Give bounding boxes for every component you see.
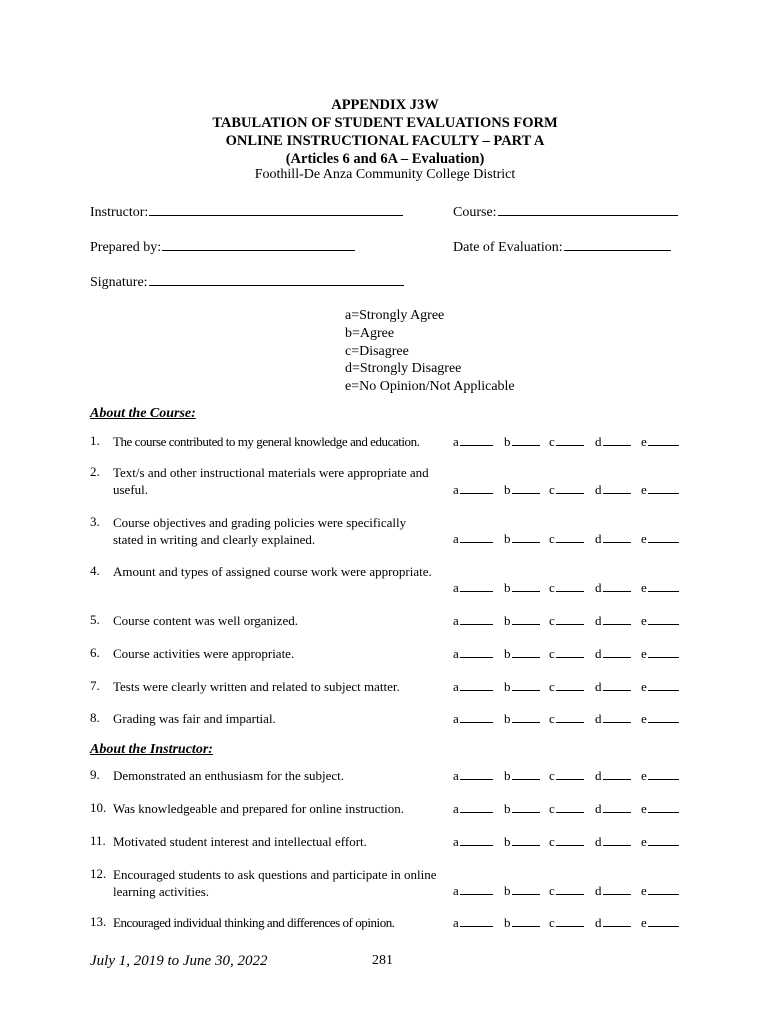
option-a-blank[interactable]: a: [453, 883, 493, 899]
question-text: Course activities were appropriate.: [113, 646, 295, 661]
legend-b: b=Agree: [345, 326, 395, 341]
option-c-blank[interactable]: c: [549, 883, 584, 899]
option-b-blank[interactable]: b: [504, 434, 540, 450]
articles-reference: (Articles 6 and 6A – Evaluation): [285, 151, 485, 167]
question-text: Was knowledgeable and prepared for online instruction.: [113, 801, 404, 816]
option-e-blank[interactable]: e: [641, 711, 679, 727]
answer-options: [453, 613, 683, 627]
question-text: Demonstrated an enthusiasm for the subject.: [113, 768, 345, 783]
option-c-blank[interactable]: c: [549, 646, 584, 662]
option-e-blank[interactable]: e: [641, 801, 679, 817]
option-a-blank[interactable]: a: [453, 915, 493, 931]
answer-options: [453, 915, 683, 929]
question-text: Course content was well organized.: [113, 613, 298, 628]
course-field[interactable]: [453, 202, 678, 221]
option-c-blank[interactable]: c: [549, 768, 584, 784]
form-subtitle: ONLINE INSTRUCTIONAL FACULTY – PART A: [225, 133, 545, 149]
option-b-blank[interactable]: b: [504, 834, 540, 850]
question-number: 3.: [90, 514, 100, 529]
option-a-blank[interactable]: a: [453, 613, 493, 629]
prepared-by-field[interactable]: [90, 237, 355, 256]
option-e-blank[interactable]: e: [641, 613, 679, 629]
option-b-blank[interactable]: b: [504, 768, 540, 784]
option-c-blank[interactable]: c: [549, 834, 584, 850]
option-a-blank[interactable]: a: [453, 834, 493, 850]
option-b-blank[interactable]: b: [504, 915, 540, 931]
answer-options: [453, 679, 683, 693]
option-a-blank[interactable]: a: [453, 580, 493, 596]
option-b-blank[interactable]: b: [504, 482, 540, 498]
district-name: Foothill-De Anza Community College District: [254, 167, 516, 182]
legend-d: d=Strongly Disagree: [345, 361, 462, 376]
question-number: 5.: [90, 612, 100, 627]
answer-options: [453, 646, 683, 660]
question-number: 13.: [90, 914, 107, 929]
option-d-blank[interactable]: d: [595, 834, 631, 850]
option-c-blank[interactable]: c: [549, 613, 584, 629]
instructor-label: Instructor:: [90, 205, 149, 220]
option-b-blank[interactable]: b: [504, 883, 540, 899]
option-e-blank[interactable]: e: [641, 646, 679, 662]
option-d-blank[interactable]: d: [595, 679, 631, 695]
footer-date-range: July 1, 2019 to June 30, 2022: [90, 953, 268, 969]
signature-label: Signature:: [90, 275, 148, 290]
answer-options: [453, 482, 683, 496]
date-of-evaluation-field[interactable]: [453, 237, 671, 256]
option-b-blank[interactable]: b: [504, 580, 540, 596]
option-a-blank[interactable]: a: [453, 768, 493, 784]
instructor-line[interactable]: [149, 202, 403, 216]
appendix-title: APPENDIX J3W: [331, 97, 439, 113]
option-a-blank[interactable]: a: [453, 646, 493, 662]
option-c-blank[interactable]: c: [549, 434, 584, 450]
course-line[interactable]: [498, 202, 678, 216]
question-text: The course contributed to my general knowledge and education.: [113, 434, 420, 449]
prepared-by-label: Prepared by:: [90, 240, 162, 255]
question-number: 12.: [90, 866, 107, 881]
question-number: 7.: [90, 678, 100, 693]
question-number: 6.: [90, 645, 100, 660]
option-d-blank[interactable]: d: [595, 646, 631, 662]
option-e-blank[interactable]: e: [641, 434, 679, 450]
answer-options: [453, 801, 683, 815]
option-d-blank[interactable]: d: [595, 482, 631, 498]
option-c-blank[interactable]: c: [549, 531, 584, 547]
answer-options: [453, 883, 683, 897]
option-b-blank[interactable]: b: [504, 801, 540, 817]
section-about-instructor: About the Instructor:: [90, 742, 213, 757]
question-text: Text/s and other instructional materials were appropriate and useful.: [113, 465, 429, 497]
question-number: 2.: [90, 464, 100, 479]
option-c-blank[interactable]: c: [549, 801, 584, 817]
answer-options: [453, 711, 683, 725]
option-d-blank[interactable]: d: [595, 613, 631, 629]
option-e-blank[interactable]: e: [641, 531, 679, 547]
option-e-blank[interactable]: e: [641, 915, 679, 931]
question-text: Course objectives and grading policies were specifically stated in writing and clearly explained.: [113, 515, 407, 547]
date-of-evaluation-line[interactable]: [564, 237, 671, 251]
question-number: 10.: [90, 800, 107, 815]
answer-options: [453, 580, 683, 594]
option-b-blank[interactable]: b: [504, 679, 540, 695]
question-number: 8.: [90, 710, 100, 725]
option-b-blank[interactable]: b: [504, 531, 540, 547]
signature-line[interactable]: [149, 272, 404, 286]
option-d-blank[interactable]: d: [595, 531, 631, 547]
question-text: Motivated student interest and intellectual effort.: [113, 834, 367, 849]
question-number: 1.: [90, 433, 100, 448]
option-e-blank[interactable]: e: [641, 883, 679, 899]
option-a-blank[interactable]: a: [453, 531, 493, 547]
option-e-blank[interactable]: e: [641, 482, 679, 498]
form-title: TABULATION OF STUDENT EVALUATIONS FORM: [212, 115, 558, 131]
option-a-blank[interactable]: a: [453, 711, 493, 727]
option-d-blank[interactable]: d: [595, 801, 631, 817]
date-of-evaluation-label: Date of Evaluation:: [453, 240, 563, 255]
option-e-blank[interactable]: e: [641, 834, 679, 850]
option-c-blank[interactable]: c: [549, 482, 584, 498]
answer-options: [453, 434, 683, 448]
question-number: 9.: [90, 767, 100, 782]
option-e-blank[interactable]: e: [641, 679, 679, 695]
option-b-blank[interactable]: b: [504, 646, 540, 662]
option-d-blank[interactable]: d: [595, 768, 631, 784]
option-d-blank[interactable]: d: [595, 711, 631, 727]
question-number: 4.: [90, 563, 100, 578]
option-c-blank[interactable]: c: [549, 580, 584, 596]
option-b-blank[interactable]: b: [504, 613, 540, 629]
option-e-blank[interactable]: e: [641, 768, 679, 784]
option-a-blank[interactable]: a: [453, 801, 493, 817]
option-d-blank[interactable]: d: [595, 883, 631, 899]
question-text: Tests were clearly written and related to subject matter.: [113, 679, 400, 694]
instructor-field[interactable]: [90, 202, 403, 221]
option-d-blank[interactable]: d: [595, 580, 631, 596]
option-e-blank[interactable]: e: [641, 580, 679, 596]
option-a-blank[interactable]: a: [453, 482, 493, 498]
course-label: Course:: [453, 205, 497, 220]
question-text: Grading was fair and impartial.: [113, 711, 276, 726]
legend-e: e=No Opinion/Not Applicable: [345, 379, 515, 394]
legend-a: a=Strongly Agree: [345, 308, 445, 323]
question-text: Encouraged students to ask questions and participate in online learning activities.: [113, 867, 437, 899]
signature-field[interactable]: [90, 272, 404, 291]
section-about-course: About the Course:: [90, 406, 196, 421]
option-a-blank[interactable]: a: [453, 434, 493, 450]
prepared-by-line[interactable]: [162, 237, 355, 251]
option-d-blank[interactable]: d: [595, 915, 631, 931]
option-a-blank[interactable]: a: [453, 679, 493, 695]
option-c-blank[interactable]: c: [549, 915, 584, 931]
option-b-blank[interactable]: b: [504, 711, 540, 727]
question-number: 11.: [90, 833, 106, 848]
answer-options: [453, 531, 683, 545]
answer-options: [453, 834, 683, 848]
option-c-blank[interactable]: c: [549, 679, 584, 695]
option-c-blank[interactable]: c: [549, 711, 584, 727]
page-number: 281: [372, 953, 393, 968]
answer-options: [453, 768, 683, 782]
question-text: Amount and types of assigned course work were appropriate.: [113, 564, 432, 579]
legend-c: c=Disagree: [345, 344, 409, 359]
question-text: Encouraged individual thinking and differences of opinion.: [113, 915, 395, 930]
option-d-blank[interactable]: d: [595, 434, 631, 450]
